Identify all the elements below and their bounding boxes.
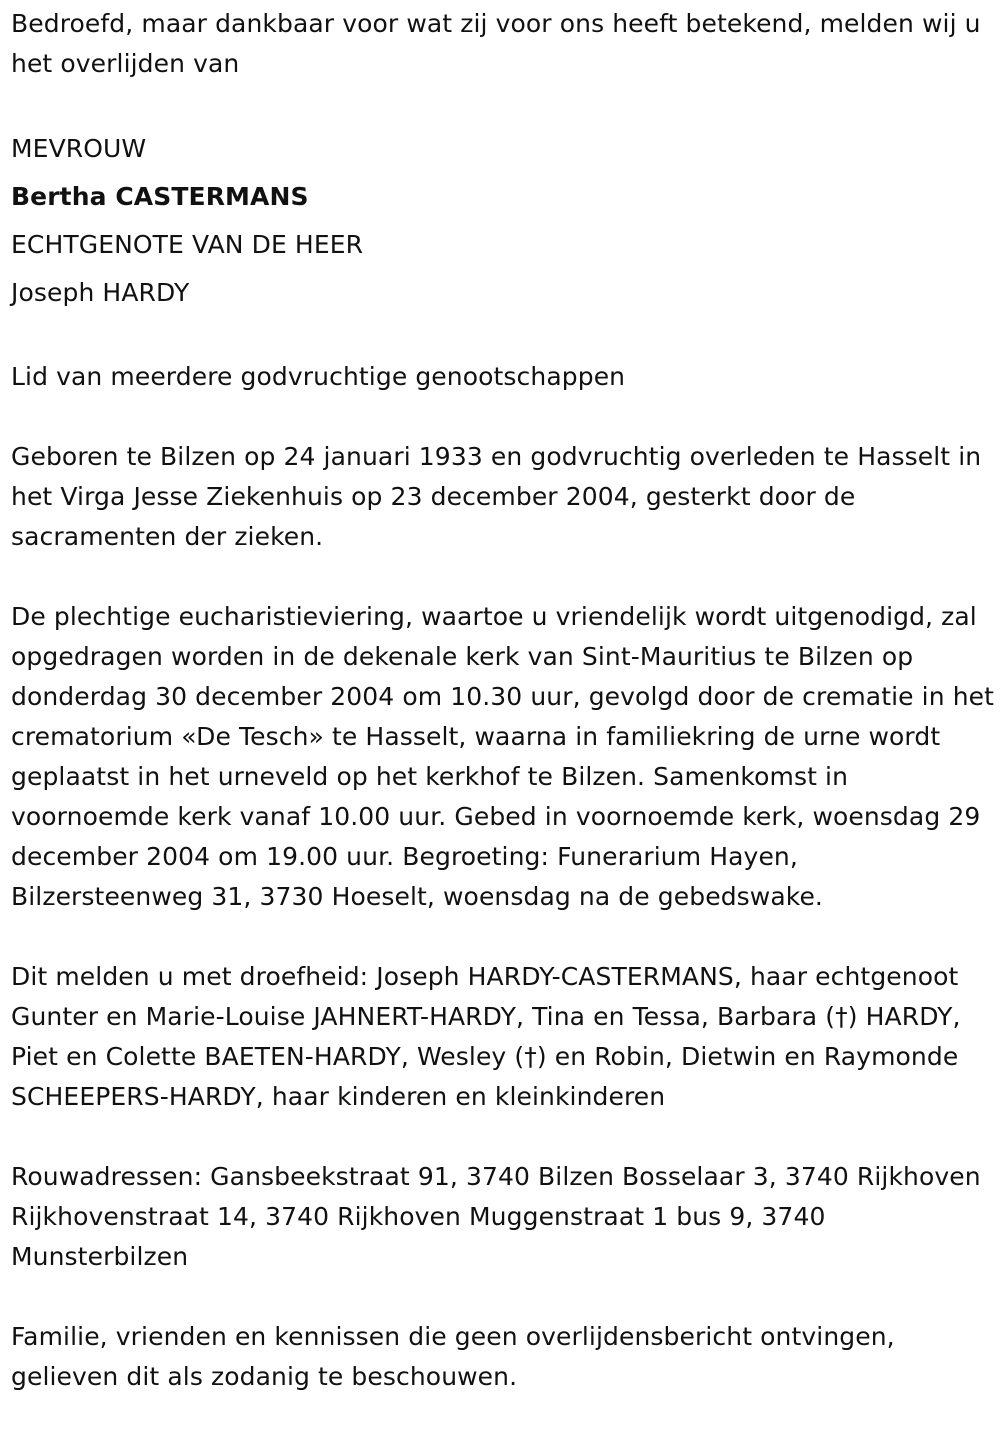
spacer — [11, 1117, 996, 1157]
death-notice — [11, 4, 996, 1397]
spacer — [11, 1277, 996, 1317]
ceremony-paragraph: De plechtige eucharistieviering, waartoe u vriendelijk wordt uitgenodigd, zal opgedragen worden in de dekenale kerk van Sint-Mauritius te Bilzen op donderdag 30 december 2004 om 10.30 uur, gevolgd door de crematie in het crematorium «De Tesch» te Hasselt, waarna in familiekring de urne wordt geplaatst in het urneveld op het kerkhof te Bilzen. Samenkomst in voornoemde kerk vanaf 10.00 uur. Gebed in voornoemde kerk, woensdag 29 december 2004 om 19.00 uur. Begroeting: Funerarium Hayen, Bilzersteenweg 31, 3730 Hoeselt, woensdag na de gebedswake. — [11, 602, 995, 911]
closing-paragraph: Familie, vrienden en kennissen die geen overlijdensbericht ontvingen, gelieven dit als zodanig te beschouwen. — [11, 1322, 895, 1391]
spacer — [11, 917, 996, 957]
spacer — [11, 397, 996, 437]
spacer — [11, 317, 996, 357]
intro-paragraph: Bedroefd, maar dankbaar voor wat zij voor ons heeft betekend, melden wij u het overlijden van — [11, 9, 981, 78]
addresses-paragraph: Rouwadressen: Gansbeekstraat 91, 3740 Bilzen Bosselaar 3, 3740 Rijkhoven Rijkhovenstraat 14, 3740 Rijkhoven Muggenstraat 1 bus 9, 3740 Munsterbilzen — [11, 1162, 981, 1271]
family-paragraph: Dit melden u met droefheid: Joseph HARDY-CASTERMANS, haar echtgenoot Gunter en Marie-Louise JAHNERT-HARDY, Tina en Tessa, Barbara (†) HARDY, Piet en Colette BAETEN-HARDY, Wesley (†) en Robin, Dietwin en Raymonde SCHEEPERS-HARDY, haar kinderen en kleinkinderen — [11, 962, 961, 1111]
deceased-name: Bertha CASTERMANS — [11, 182, 309, 211]
spouse-name: Joseph HARDY — [11, 278, 190, 307]
memberships-paragraph: Lid van meerdere godvruchtige genootschappen — [11, 362, 626, 391]
spacer — [11, 84, 996, 124]
title-prefix: MEVROUW — [11, 134, 147, 163]
spacer — [11, 557, 996, 597]
spouse-label: ECHTGENOTE VAN DE HEER — [11, 230, 364, 259]
birth-death-paragraph: Geboren te Bilzen op 24 januari 1933 en godvruchtig overleden te Hasselt in het Virga Jesse Ziekenhuis op 23 december 2004, gesterkt door de sacramenten der zieken. — [11, 442, 982, 551]
